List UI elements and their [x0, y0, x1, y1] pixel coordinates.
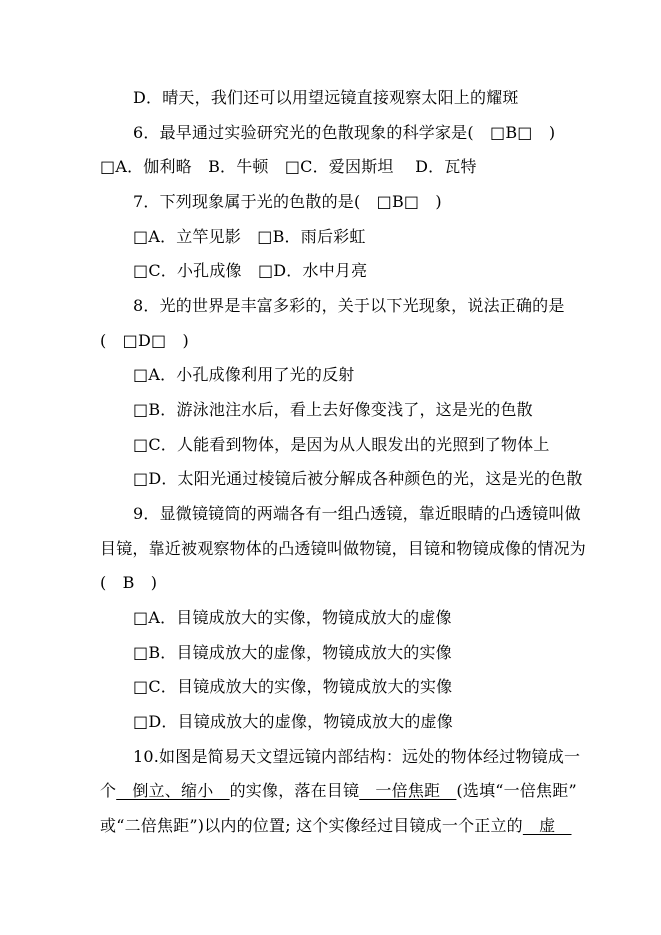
option-a-q8: □A．小孔成像利用了光的反射 — [133, 365, 355, 384]
question-10-line-3 — [100, 816, 572, 836]
option-d-q9: □D．目镜成放大的虚像，物镜成放大的虚像 — [133, 712, 453, 731]
option-c-q9: □C．目镜成放大的实像，物镜成放大的实像 — [133, 677, 453, 696]
q10-answer-blank-3: 虚 — [522, 816, 572, 835]
question-10-line-2 — [100, 781, 577, 801]
question-6: 6．最早通过实验研究光的色散现象的科学家是( □B□ ) — [133, 123, 556, 142]
question-8: 8．光的世界是丰富多彩的，关于以下光现象，说法正确的是 — [133, 296, 565, 315]
question-7: 7．下列现象属于光的色散的是( □B□ ) — [133, 192, 442, 211]
option-b-q8: □B．游泳池注水后，看上去好像变浅了，这是光的色散 — [133, 400, 533, 419]
options-q7-ab: □A．立竿见影 □B．雨后彩虹 — [133, 227, 366, 246]
q10-text-4: 或“二倍焦距”)以内的位置; 这个实像经过目镜成一个正立的 — [100, 816, 523, 835]
options-q6: □A．伽利略 B．牛顿 □C．爱因斯坦 D．瓦特 — [100, 157, 477, 176]
option-d-q5: D．晴天，我们还可以用望远镜直接观察太阳上的耀斑 — [133, 88, 519, 107]
q10-text-3: (选填“一倍焦距” — [456, 781, 577, 800]
question-9-line-2: 目镜，靠近被观察物体的凸透镜叫做物镜，目镜和物镜成像的情况为 — [100, 539, 587, 558]
question-9-line-1: 9．显微镜镜筒的两端各有一组凸透镜，靠近眼睛的凸透镜叫做 — [133, 504, 581, 523]
option-b-q9: □B．目镜成放大的虚像，物镜成放大的实像 — [133, 643, 452, 662]
q10-answer-blank-2: 一倍焦距 — [359, 781, 457, 800]
answer-q9: ( B ) — [100, 573, 158, 592]
options-q7-cd: □C．小孔成像 □D．水中月亮 — [133, 261, 368, 280]
q10-answer-blank-1: 倒立、缩小 — [116, 781, 230, 800]
question-10-line-1: 10.如图是简易天文望远镜内部结构：远处的物体经过物镜成一 — [133, 747, 581, 766]
option-d-q8: □D．太阳光通过棱镜后被分解成各种颜色的光，这是光的色散 — [133, 469, 583, 488]
option-c-q8: □C．人能看到物体，是因为从人眼发出的光照到了物体上 — [133, 435, 550, 454]
q10-text-2: 的实像，落在目镜 — [229, 781, 360, 800]
answer-q8: ( □D□ ) — [100, 331, 189, 350]
option-a-q9: □A．目镜成放大的实像，物镜成放大的虚像 — [133, 608, 452, 627]
q10-text-1: 个 — [100, 781, 117, 800]
